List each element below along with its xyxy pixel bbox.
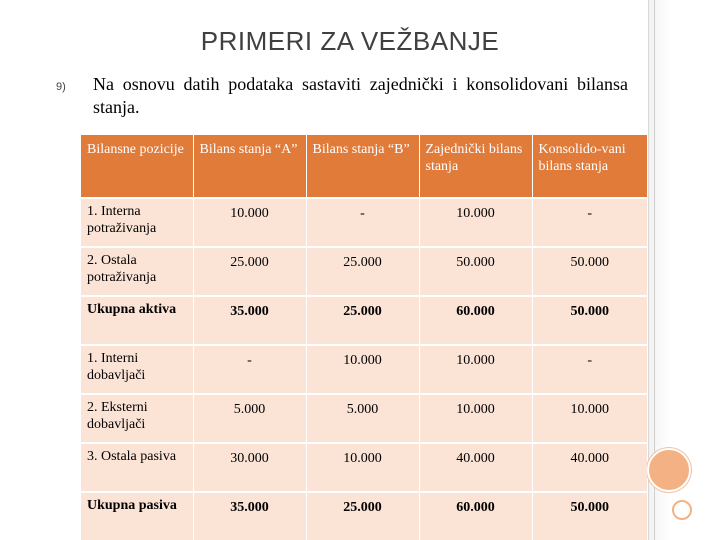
- header-bilans-b: Bilans stanja “B”: [306, 135, 419, 198]
- cell-zajednicki: 10.000: [419, 394, 532, 443]
- cell-b: 10.000: [306, 443, 419, 492]
- cell-zajednicki: 60.000: [419, 492, 532, 540]
- decorative-circle-small: [672, 500, 692, 520]
- row-label: 3. Ostala pasiva: [81, 443, 193, 492]
- table-row-total-aktiva: [81, 296, 647, 345]
- cell-a: 35.000: [193, 296, 306, 345]
- cell-konsolidovani: 40.000: [532, 443, 647, 492]
- balance-sheet-table: [81, 135, 647, 540]
- cell-b: 25.000: [306, 492, 419, 540]
- cell-zajednicki: 40.000: [419, 443, 532, 492]
- cell-konsolidovani: 50.000: [532, 247, 647, 296]
- cell-konsolidovani: -: [532, 198, 647, 247]
- cell-zajednicki: 10.000: [419, 345, 532, 394]
- cell-a: -: [193, 345, 306, 394]
- cell-konsolidovani: 10.000: [532, 394, 647, 443]
- slide-title: PRIMERI ZA VEŽBANJE: [200, 26, 500, 56]
- cell-a: 30.000: [193, 443, 306, 492]
- table-row-total-pasiva: [81, 492, 647, 540]
- cell-b: 10.000: [306, 345, 419, 394]
- cell-b: 5.000: [306, 394, 419, 443]
- intro-text: Na osnovu datih podataka sastaviti zajednički i konsolidovani bilansa stanja.: [93, 74, 628, 117]
- cell-a: 25.000: [193, 247, 306, 296]
- table-row: [81, 345, 647, 394]
- row-label: 1. Interni dobavljači: [81, 345, 193, 394]
- cell-zajednicki: 60.000: [419, 296, 532, 345]
- table-row: [81, 247, 647, 296]
- header-bilansne-pozicije: Bilansne pozicije: [81, 135, 193, 198]
- cell-b: 25.000: [306, 296, 419, 345]
- row-label: Ukupna aktiva: [81, 296, 193, 345]
- row-label: Ukupna pasiva: [81, 492, 193, 540]
- cell-konsolidovani: -: [532, 345, 647, 394]
- cell-a: 5.000: [193, 394, 306, 443]
- row-label: 1. Interna potraživanja: [81, 198, 193, 247]
- cell-zajednicki: 10.000: [419, 198, 532, 247]
- cell-zajednicki: 50.000: [419, 247, 532, 296]
- table-row: [81, 394, 647, 443]
- table-row: [81, 198, 647, 247]
- row-label: 2. Ostala potraživanja: [81, 247, 193, 296]
- table-row: [81, 443, 647, 492]
- table-header-row: [81, 135, 647, 198]
- cell-konsolidovani: 50.000: [532, 296, 647, 345]
- row-label: 2. Eksterni dobavljači: [81, 394, 193, 443]
- header-bilans-a: Bilans stanja “A”: [193, 135, 306, 198]
- header-konsolidovani: Konsolido-vani bilans stanja: [532, 135, 647, 198]
- cell-b: 25.000: [306, 247, 419, 296]
- cell-a: 35.000: [193, 492, 306, 540]
- cell-konsolidovani: 50.000: [532, 492, 647, 540]
- cell-b: -: [306, 198, 419, 247]
- header-zajednicki: Zajednički bilans stanja: [419, 135, 532, 198]
- decorative-circle-large: [647, 448, 691, 492]
- cell-a: 10.000: [193, 198, 306, 247]
- bullet-number: 9): [56, 81, 66, 93]
